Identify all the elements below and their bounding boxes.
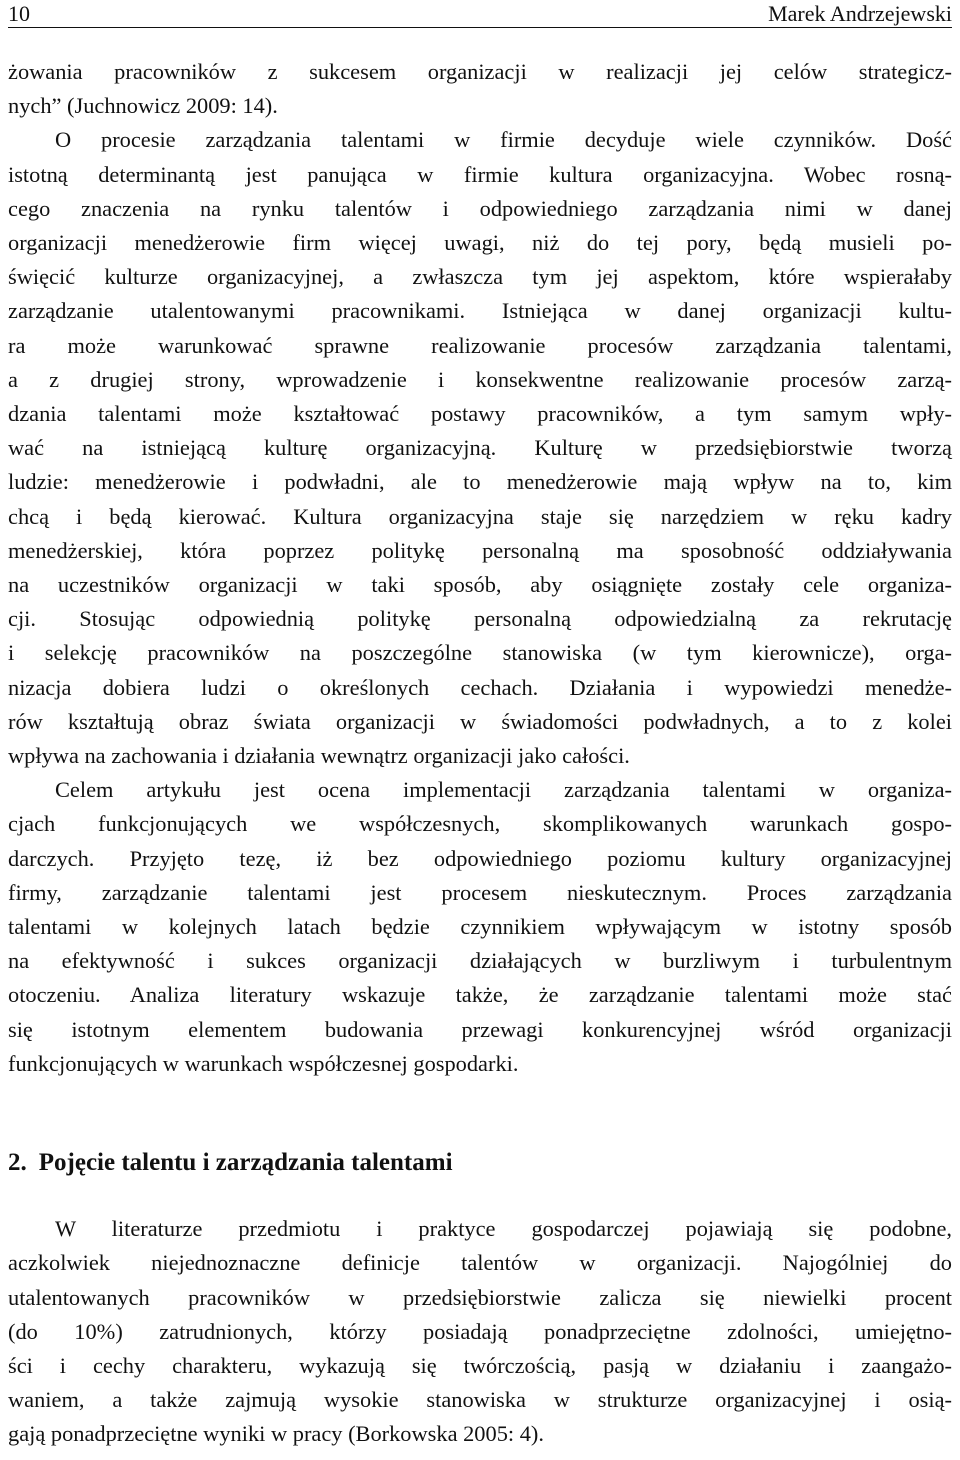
text-line: ludzie: menedżerowie i podwładni, ale to menedżerowie mają wpływ na to, kim bbox=[8, 469, 952, 495]
running-author: Marek Andrzejewski bbox=[768, 1, 952, 26]
document-page bbox=[8, 0, 952, 1452]
text-line: waniem, a także zajmują wysokie stanowiska w strukturze organizacyjnej i osią- bbox=[8, 1387, 952, 1413]
section-heading bbox=[8, 1146, 952, 1180]
text-line: wać na istniejącą kulturę organizacyjną. Kulturę w przedsiębiorstwie tworzą bbox=[8, 435, 952, 461]
text-line: firmy, zarządzanie talentami jest procesem nieskutecznym. Proces zarządzania bbox=[8, 879, 952, 905]
text-line: cji. Stosując odpowiednią politykę personalną odpowiedzialną za rekrutację bbox=[8, 606, 952, 632]
text-line: wpływa na zachowania i działania wewnątrz organizacji jako całości. bbox=[8, 743, 630, 769]
running-header bbox=[8, 0, 952, 28]
text-line: zarządzanie utalentowanymi pracownikami. Istniejąca w danej organizacji kultu- bbox=[8, 298, 952, 324]
text-line: na efektywność i sukces organizacji działających w burzliwym i turbulentnym bbox=[8, 948, 952, 974]
text-line: gają ponadprzeciętne wyniki w pracy (Borkowska 2005: 4). bbox=[8, 1421, 544, 1447]
text-line: utalentowanych pracowników w przedsiębiorstwie zalicza się niewielki procent bbox=[8, 1284, 952, 1310]
text-line: nizacja dobiera ludzi o określonych cechach. Działania i wypowiedzi menedże- bbox=[8, 674, 952, 700]
text-line: a z drugiej strony, wprowadzenie i konsekwentne realizowanie procesów zarzą- bbox=[8, 366, 952, 392]
text-line: funkcjonujących w warunkach współczesnej gospodarki. bbox=[8, 1050, 519, 1076]
text-line: się istotnym elementem budowania przewagi konkurencyjnej wśród organizacji bbox=[8, 1016, 952, 1042]
paragraph-culture bbox=[8, 123, 952, 773]
text-line: Celem artykułu jest ocena implementacji zarządzania talentami w organiza- bbox=[55, 777, 952, 803]
text-line: i selekcję pracowników na poszczególne stanowiska (w tym kierownicze), orga- bbox=[8, 640, 952, 666]
section-number: 2. bbox=[8, 1149, 27, 1177]
text-line: chcą i będą kierować. Kultura organizacyjna staje się narzędziem w ręku kadry bbox=[8, 503, 952, 529]
text-line: dzania talentami może kształtować postawy pracowników, a tym samym wpły- bbox=[8, 401, 952, 427]
text-line: istotną determinantą jest panująca w firmie kultura organizacyjna. Wobec rosną- bbox=[8, 161, 952, 187]
text-line: menedżerskiej, która poprzez politykę personalną ma sposobność oddziaływania bbox=[8, 537, 952, 563]
text-line: rów kształtują obraz świata organizacji w świadomości podwładnych, a to z kolei bbox=[8, 708, 952, 734]
text-line: ści i cechy charakteru, wykazują się twórczością, pasją w działaniu i zaangażo- bbox=[8, 1352, 952, 1378]
text-line: O procesie zarządzania talentami w firmie decyduje wiele czynników. Dość bbox=[55, 127, 952, 153]
text-line: darczych. Przyjęto tezę, iż bez odpowiedniego poziomu kultury organizacyjnej bbox=[8, 845, 952, 871]
paragraph-continuation bbox=[8, 55, 952, 123]
page-number: 10 bbox=[8, 1, 30, 26]
text-line: otoczeniu. Analiza literatury wskazuje także, że zarządzanie talentami może stać bbox=[8, 982, 952, 1008]
text-line: aczkolwiek niejednoznaczne definicje talentów w organizacji. Najogólniej do bbox=[8, 1250, 952, 1276]
text-line: cjach funkcjonujących we współczesnych, skomplikowanych warunkach gospo- bbox=[8, 811, 952, 837]
text-line: (do 10%) zatrudnionych, którzy posiadają ponadprzeciętne zdolności, umiejętno- bbox=[8, 1318, 952, 1344]
text-line: nych” (Juchnowicz 2009: 14). bbox=[8, 93, 278, 119]
text-line: ra może warunkować sprawne realizowanie procesów zarządzania talentami, bbox=[8, 332, 952, 358]
text-line: żowania pracowników z sukcesem organizacji w realizacji jej celów strategicz- bbox=[8, 59, 952, 84]
body-text bbox=[8, 55, 952, 1452]
text-line: na uczestników organizacji w taki sposób, aby osiągnięte zostały cele organiza- bbox=[8, 572, 952, 598]
text-line: organizacji menedżerowie firm więcej uwagi, niż do tej pory, będą musieli po- bbox=[8, 230, 952, 256]
text-line: W literaturze przedmiotu i praktyce gospodarczej pojawiają się podobne, bbox=[55, 1216, 952, 1242]
text-line: cego znaczenia na rynku talentów i odpowiedniego zarządzania nimi w danej bbox=[8, 195, 952, 221]
section-title: Pojęcie talentu i zarządzania talentami bbox=[38, 1149, 453, 1177]
paragraph-talent-definition bbox=[8, 1212, 952, 1451]
text-line: talentami w kolejnych latach będzie czynnikiem wpływającym w istotny sposób bbox=[8, 914, 952, 940]
paragraph-article-aim bbox=[8, 773, 952, 1081]
text-line: święcić kulturze organizacyjnej, a zwłaszcza tym jej aspektom, które wspierałaby bbox=[8, 264, 952, 290]
